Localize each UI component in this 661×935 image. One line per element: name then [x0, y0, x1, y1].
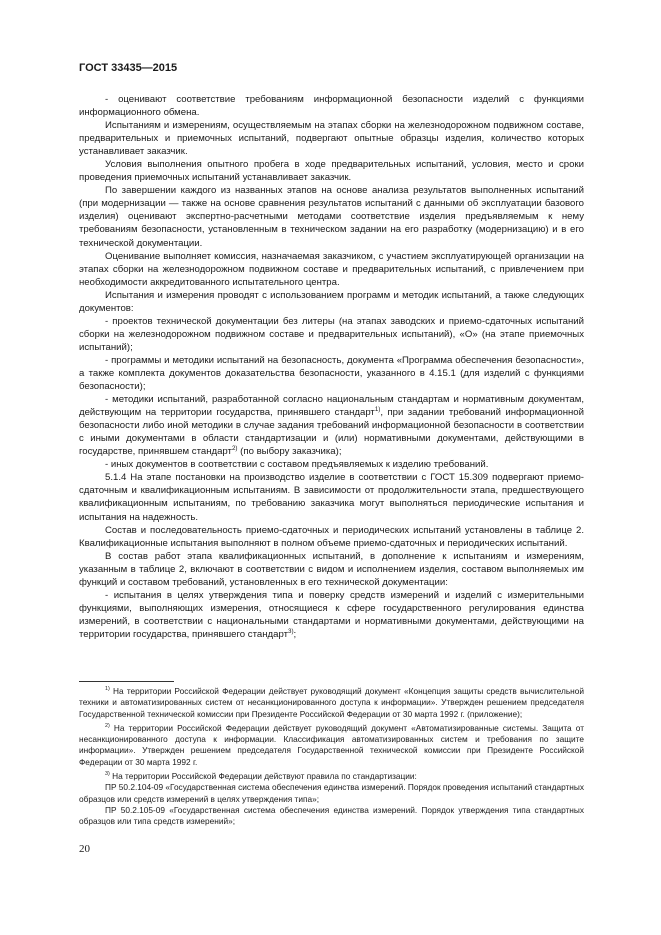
- footnote-number: 2): [105, 723, 110, 730]
- paragraph: Состав и последовательность приемо-сдаточных и периодических испытаний установлены в таблице 2. Квалификационные испытания выполняют в полном объеме приемо-сдаточных и периодических испытаний.: [79, 524, 584, 549]
- footnote-ref-1[interactable]: 1): [374, 405, 381, 413]
- footnote-text: На территории Российской Федерации действуют правила по стандартизации:: [109, 771, 417, 782]
- footnote-number: 1): [105, 686, 110, 693]
- list-item-text: , при задании требований информационной безопасности либо иной методики в случае задания требований информационной безопасности в соответствии с иными документами в области стандартизации и (или) нормативными документами, действующими в государстве, принявшем стандарт: [79, 407, 584, 458]
- paragraph: 5.1.4 На этапе постановки на производство изделие в соответствии с ГОСТ 15.309 подвергают приемо-сдаточным и квалификационным испытаниям. В зависимости от продолжительности этапа, предшествующего квалификационным испытаниям, по требованию заказчика могут выполняться периодические испытания и испытания на надежность.: [79, 472, 584, 523]
- footnote-number: 3): [105, 771, 110, 778]
- list-item-text: (по выбору заказчика);: [237, 446, 342, 458]
- footnote-ref-2[interactable]: 2): [231, 445, 238, 453]
- footnote-rule-item: ПР 50.2.104-09 «Государственная система обеспечения единства измерений. Порядок проведения испытаний стандартных образцов или средств измерений в целях утверждения типа»;: [79, 782, 584, 804]
- list-item-text: - методики испытаний, разработанной согласно национальным стандартам и нормативным документам, действующим на территории государства, принявшего стандарт: [79, 394, 584, 419]
- footnote-rule-item: ПР 50.2.105-09 «Государственная система обеспечения единства измерений. Порядок утверждения типа стандартных образцов или типа средств измерений»;: [79, 804, 584, 827]
- footnote: [79, 723, 584, 768]
- page-number: 20: [79, 843, 90, 855]
- list-item: - иных документов в соответствии с составом предъявляемых к изделию требований.: [105, 459, 489, 471]
- footnotes: [79, 686, 584, 828]
- main-text: [79, 93, 584, 641]
- list-item-text: ;: [293, 628, 297, 640]
- paragraph: Испытаниям и измерениям, осуществляемым на этапах сборки на железнодорожном подвижном составе, предварительных и приемочных испытаний, подвергают опытные образцы изделия, количество которых устанавливает заказчик.: [79, 120, 584, 158]
- footnote-ref-3[interactable]: 3): [287, 627, 294, 635]
- footnote: [79, 686, 584, 720]
- list-item: - программы и методики испытаний на безопасность, документа «Программа обеспечения безопасности», а также комплекта документов доказательства безопасности, указанного в 4.15.1 (для изделий с функциями безопасности);: [79, 354, 584, 393]
- footnote-text: На территории Российской Федерации действует руководящий документ «Концепция защиты средств вычислительной техники и автоматизированных систем от несанкционированного доступа к информации». Утвержден решением председателя Государственной технической комиссии при Президенте Российской Федерации от 30 марта 1992 г. (приложение);: [79, 686, 584, 719]
- footnote-text: На территории Российской Федерации действует руководящий документ «Автоматизированные системы. Защита от несанкционированного доступа к информации. Классификация автоматизированных систем и требования по защите информации». Утвержден решением председателя Государственной технической комиссии при Президенте Российской Федерации от 30 марта 1992 г.: [79, 722, 584, 767]
- list-item: [79, 589, 584, 641]
- paragraph: - оценивают соответствие требованиям информационной безопасности изделий с функциями информационного обмена.: [79, 94, 584, 119]
- paragraph: Испытания и измерения проводят с использованием программ и методик испытаний, а также следующих документов:: [79, 289, 584, 314]
- list-item: [79, 393, 584, 458]
- footnote: [79, 771, 584, 782]
- paragraph: По завершении каждого из названных этапов на основе анализа результатов выполненных испытаний (при модернизации — также на основе сравнения результатов испытаний с данными об эксплуатации базового изделия) оценивают экспертно-расчетными методами соответствие изделия предъявляемым к нему требованиям безопасности, установленным в техническом задании на его разработку (модернизацию) и в его технической документации.: [79, 185, 584, 249]
- list-item-text: - испытания в целях утверждения типа и поверку средств измерений и изделий с измерительными функциями, выполняющих измерения, относящиеся к сфере государственного регулирования единства измерений, в соответствии с национальными стандартами и нормативными документами, действующими на территории государства, принявшего стандарт: [79, 589, 584, 640]
- paragraph: В состав работ этапа квалификационных испытаний, в дополнение к испытаниям и измерениям, указанным в таблице 2, включают в соответствии с видом и исполнением изделия, составом выполняемых им функций и составом требований, установленных в его технической документации:: [79, 550, 584, 588]
- paragraph: Условия выполнения опытного пробега в ходе предварительных испытаний, условия, место и сроки проведения приемочных испытаний устанавливает заказчик.: [79, 159, 584, 184]
- page-header-standard-id: ГОСТ 33435—2015: [79, 62, 178, 74]
- footnote-divider: [79, 681, 174, 682]
- paragraph: Оценивание выполняет комиссия, назначаемая заказчиком, с участием эксплуатирующей организации на этапах сборки на железнодорожном подвижном составе и предварительных испытаний, с привлечением при необходимости аккредитованного испытательного центра.: [79, 250, 584, 288]
- list-item: - проектов технической документации без литеры (на этапах заводских и приемо-сдаточных испытаний сборки на железнодорожном подвижном составе и предварительных испытаний), «О» (на этапе приемочных испытаний);: [79, 315, 584, 353]
